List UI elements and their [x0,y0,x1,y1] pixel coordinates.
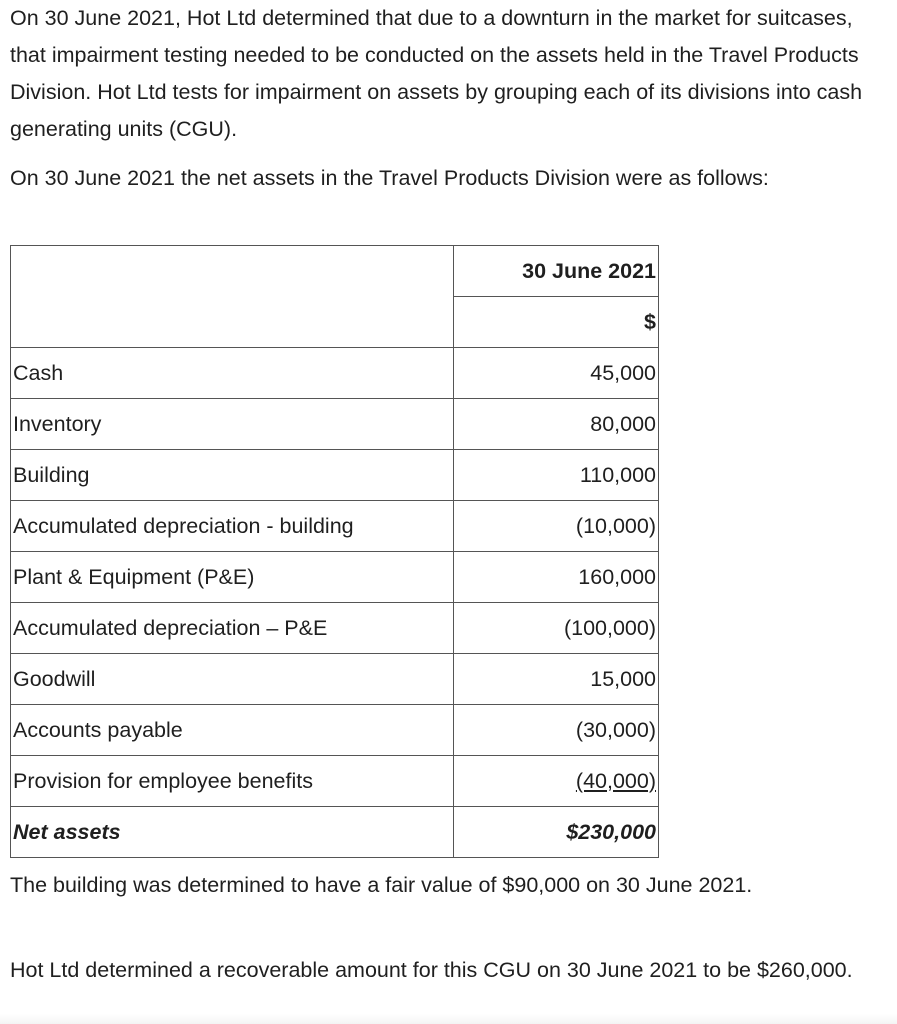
table-row [11,756,659,807]
row-value: (10,000) [454,501,659,552]
net-assets-table [10,245,659,858]
building-fair-value-paragraph: The building was determined to have a fair value of $90,000 on 30 June 2021. [10,873,753,897]
row-label: Accounts payable [11,705,454,756]
row-label: Cash [11,348,454,399]
row-value: 15,000 [454,654,659,705]
table-header-row [11,246,659,297]
underlined-value: (40,000) [575,768,656,793]
header-currency: $ [454,297,659,348]
row-value: (30,000) [454,705,659,756]
net-assets-intro-paragraph: On 30 June 2021 the net assets in the Travel Products Division were as follows: [10,166,769,190]
row-label: Provision for employee benefits [11,756,454,807]
table-row [11,450,659,501]
row-value [454,756,659,807]
table-total-row [11,807,659,858]
table-row [11,603,659,654]
row-label: Goodwill [11,654,454,705]
bottom-divider [0,1014,897,1024]
table-row [11,399,659,450]
row-value: 160,000 [454,552,659,603]
table-row [11,348,659,399]
row-label: Accumulated depreciation - building [11,501,454,552]
row-value: 45,000 [454,348,659,399]
intro-paragraph: On 30 June 2021, Hot Ltd determined that due to a downturn in the market for suitcases, that impairment testing needed to be conducted on the assets held in the Travel Products Division. Hot Ltd tests for impairment on assets by grouping each of its divisions into cash generating units (CGU). [10,6,863,141]
row-label: Building [11,450,454,501]
row-value: (100,000) [454,603,659,654]
header-empty-cell [11,246,454,348]
row-value: 80,000 [454,399,659,450]
recoverable-amount-paragraph: Hot Ltd determined a recoverable amount for this CGU on 30 June 2021 to be $260,000. [10,958,853,982]
table-row [11,552,659,603]
table-row [11,705,659,756]
row-value: 110,000 [454,450,659,501]
total-value: $230,000 [454,807,659,858]
row-label: Inventory [11,399,454,450]
table-row [11,654,659,705]
row-label: Plant & Equipment (P&E) [11,552,454,603]
row-label: Accumulated depreciation – P&E [11,603,454,654]
table-row [11,501,659,552]
total-label: Net assets [11,807,454,858]
header-date: 30 June 2021 [454,246,659,297]
